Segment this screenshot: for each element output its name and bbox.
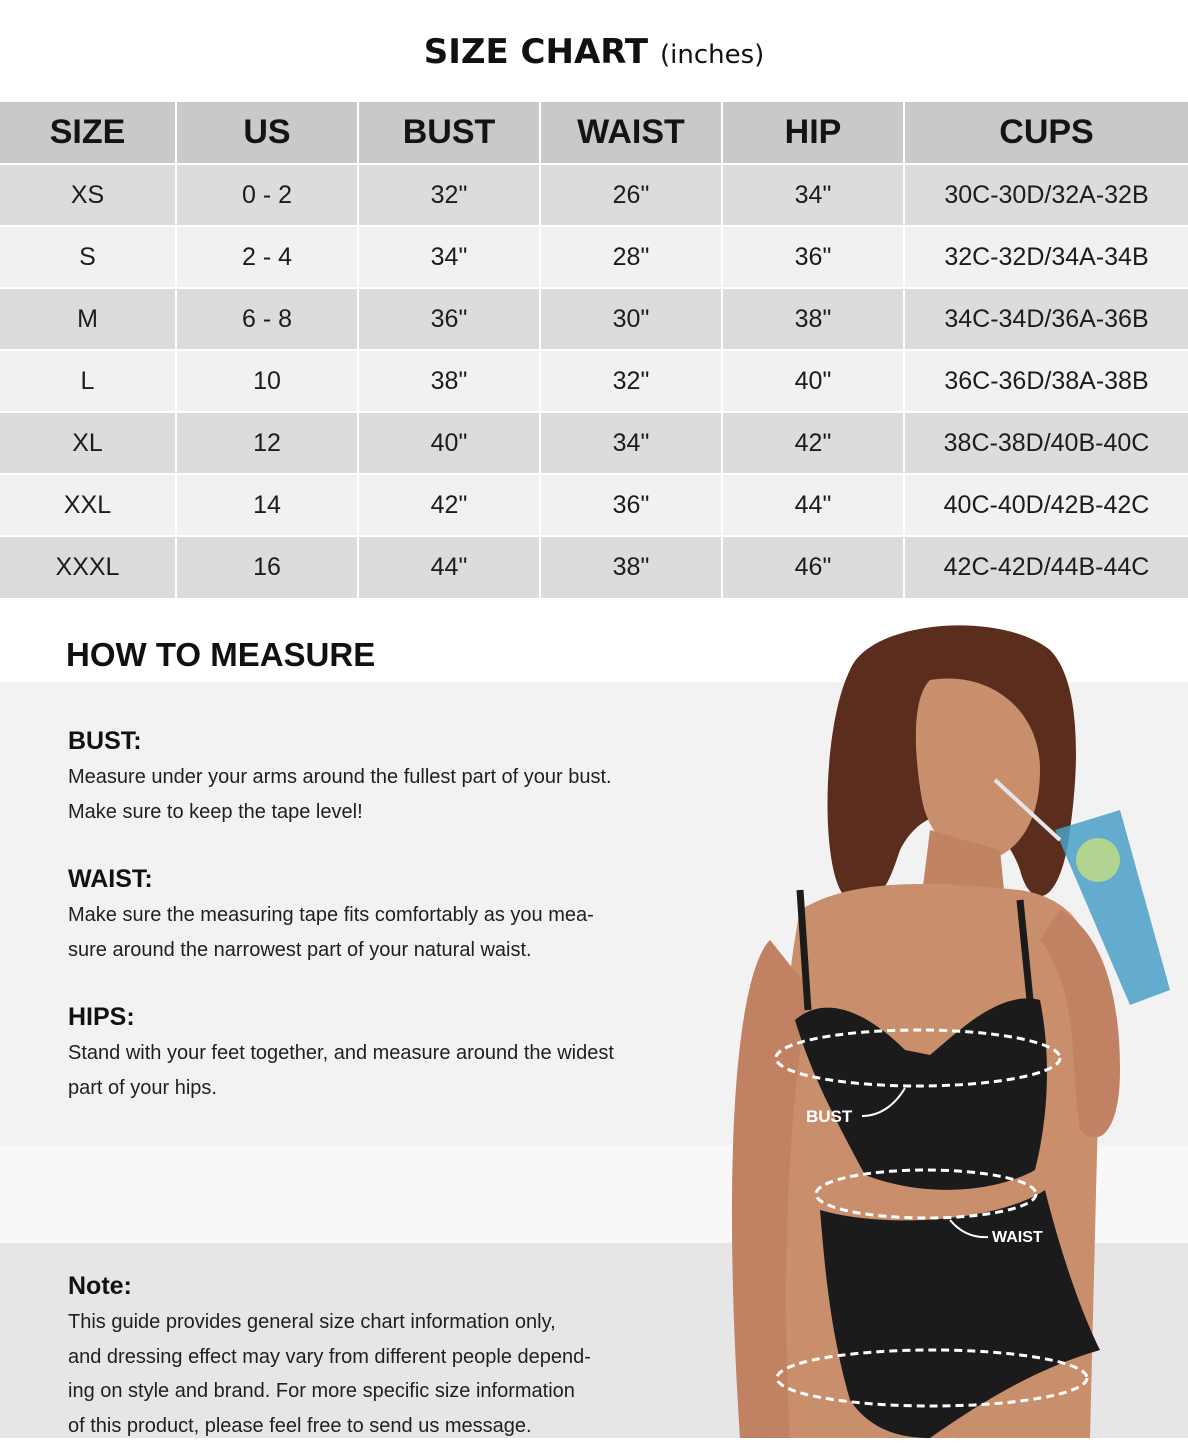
column-header: CUPS xyxy=(999,113,1094,151)
table-cell: 32" xyxy=(540,350,722,412)
hips-text xyxy=(68,1036,688,1105)
hips-line-2: part of your hips. xyxy=(68,1076,217,1099)
table-row xyxy=(0,164,1188,226)
table-row xyxy=(0,536,1188,598)
table-cell: 34" xyxy=(358,226,540,288)
table-cell: 36" xyxy=(722,226,904,288)
table-cell: 14 xyxy=(176,474,358,536)
note-text xyxy=(68,1305,668,1443)
hips-instructions xyxy=(68,1002,688,1105)
table-cell: 46" xyxy=(722,536,904,598)
table-cell: XXXL xyxy=(0,536,176,598)
table-row xyxy=(0,474,1188,536)
table-cell: 16 xyxy=(176,536,358,598)
table-cell: 34C-34D/36A-36B xyxy=(944,304,1149,333)
table-cell: 38" xyxy=(540,536,722,598)
table-cell: 38C-38D/40B-40C xyxy=(943,428,1150,457)
column-header: SIZE xyxy=(0,102,176,164)
table-cell: 34" xyxy=(540,412,722,474)
drink-lime xyxy=(1076,838,1120,882)
size-chart-table xyxy=(0,102,1188,598)
title-unit: (inches) xyxy=(659,40,765,70)
table-cell: 32C-32D/34A-34B xyxy=(944,242,1149,271)
table-cell: 38" xyxy=(722,288,904,350)
table-cell: 36" xyxy=(540,474,722,536)
bust-line-2: Make sure to keep the tape level! xyxy=(68,800,363,823)
waist-line-1: Make sure the measuring tape fits comfortably as you mea- xyxy=(68,904,594,926)
how-to-measure-heading: HOW TO MEASURE xyxy=(66,636,376,673)
table-cell: L xyxy=(0,350,176,412)
bust-line-1: Measure under your arms around the fullest part of your bust. xyxy=(68,766,612,788)
table-cell: 36C-36D/38A-38B xyxy=(944,366,1149,395)
table-cell: XL xyxy=(0,412,176,474)
waist-heading: WAIST: xyxy=(68,865,153,893)
table-cell: 42C-42D/44B-44C xyxy=(943,553,1150,581)
table-cell: 42" xyxy=(722,412,904,474)
table-cell: 26" xyxy=(540,164,722,226)
table-cell: XS xyxy=(0,164,176,226)
table-cell: 30C-30D/32A-32B xyxy=(944,180,1149,209)
bust-heading: BUST: xyxy=(68,727,142,755)
column-header: US xyxy=(176,102,358,164)
table-cell: 32" xyxy=(358,164,540,226)
table-cell: 44" xyxy=(722,474,904,536)
bust-text xyxy=(68,760,688,829)
table-row xyxy=(0,350,1188,412)
table-cell: M xyxy=(0,288,176,350)
table-cell: 30" xyxy=(540,288,722,350)
table-cell: 40" xyxy=(358,412,540,474)
table-cell: XXL xyxy=(0,474,176,536)
table-cell: 0 - 2 xyxy=(176,164,358,226)
table-header-row xyxy=(0,102,1188,164)
note-line-1: This guide provides general size chart information only, xyxy=(68,1311,556,1333)
bust-instructions xyxy=(68,726,688,829)
hips-heading: HIPS: xyxy=(68,1003,135,1031)
table-cell: 12 xyxy=(176,412,358,474)
table-cell: 28" xyxy=(540,226,722,288)
table-row xyxy=(0,288,1188,350)
table-row xyxy=(0,226,1188,288)
note-line-4: of this product, please feel free to send us message. xyxy=(68,1414,532,1437)
table-cell: 10 xyxy=(176,350,358,412)
table-cell: S xyxy=(0,226,176,288)
table-cell: 40" xyxy=(722,350,904,412)
note-block xyxy=(68,1271,668,1443)
page-title xyxy=(0,32,1188,72)
column-header: BUST xyxy=(358,102,540,164)
table-cell: 34" xyxy=(722,164,904,226)
waist-line-2: sure around the narrowest part of your natural waist. xyxy=(68,938,532,961)
hips-line-1: Stand with your feet together, and measure around the widest xyxy=(68,1042,614,1064)
table-cell: 36" xyxy=(358,288,540,350)
waist-text xyxy=(68,898,688,967)
waist-label: WAIST xyxy=(992,1229,1043,1246)
table-cell: 6 - 8 xyxy=(176,288,358,350)
note-line-2: and dressing effect may vary from different people depend- xyxy=(68,1345,591,1368)
waist-instructions xyxy=(68,864,688,967)
note-heading: Note: xyxy=(68,1272,132,1300)
table-row xyxy=(0,412,1188,474)
model-measurement-illustration xyxy=(700,610,1188,1438)
title-main: SIZE CHART xyxy=(423,32,649,72)
table-cell: 40C-40D/42B-42C xyxy=(943,490,1150,519)
note-line-3: ing on style and brand. For more specific size information xyxy=(68,1380,575,1402)
table-cell: 2 - 4 xyxy=(176,226,358,288)
table-cell: 42" xyxy=(358,474,540,536)
table-cell: 44" xyxy=(358,536,540,598)
bust-label: BUST xyxy=(806,1107,853,1126)
column-header: WAIST xyxy=(540,102,722,164)
table-cell: 38" xyxy=(358,350,540,412)
column-header: HIP xyxy=(722,102,904,164)
